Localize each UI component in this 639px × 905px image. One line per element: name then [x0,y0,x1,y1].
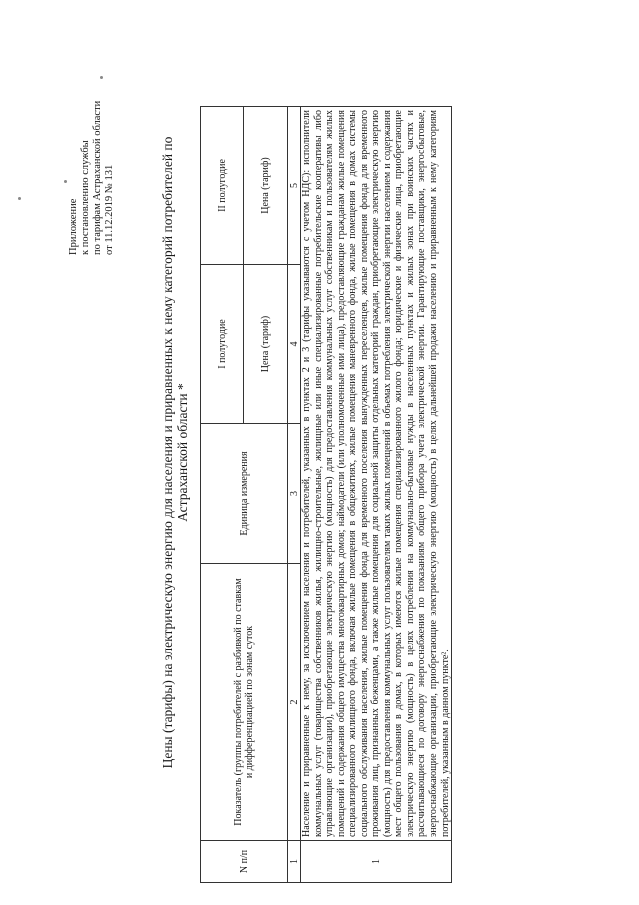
title-line: Астраханской области * [175,383,190,522]
table-row [301,107,452,883]
header-num: N п/п [201,841,288,883]
title-line: Цены (тарифы) на электрическую энергию для населения и приравненных к нему категорий потребителей по [160,136,175,769]
tariff-table [200,106,452,883]
index-cell: 5 [288,107,301,265]
row-number: 1 [301,841,452,883]
index-cell: 1 [288,841,301,883]
appendix-line: по тарифам Астраханской области [92,100,103,255]
document-title [160,0,190,905]
appendix-line: от 11.12.2019 № 131 [104,164,115,255]
scan-speck [64,180,67,183]
header-half2: II полугодие [201,107,244,265]
appendix-line: к постановлению службы [80,140,91,255]
row-description: Население и приравненные к нему, за исключением населения и потребителей, указанных в пунктах 2 и 3 (тарифы указываются с учетом НДС): исполнители коммунальных услуг (товарищества собственников жилья, жилищно-строительные, жилищные или иные специализированные потребительские кооперативы либо управляющие организации), приобретающие электрическую энергию (мощность) для предоставления коммунальных услуг собственникам и пользователям жилых помещений и содержания общего имущества многоквартирных домов; наймодатели (или уполномоченные ими лица), предоставляющие гражданам жилые помещения специализированного жилищного фонда, включая жилые помещения в общежитиях, жилые помещения маневренного фонда, жилые помещения в домах системы социального обслуживания населения, жилые помещения фонда для временного поселения вынужденных переселенцев, жилые помещения фонда для временного проживания лиц, признанных беженцами, а также жилые помещения для социальной защиты отдельных категорий граждан, приобретающие электрическую энергию (мощность) для предоставления коммунальных услуг пользователям таких жилых помещений в объемах потребления электрической энергии населением и содержания мест общего пользования в домах, в которых имеются жилые помещения специализированного жилого фонда; юридические и физические лица, приобретающие электрическую энергию (мощность) в целях потребления на коммунально-бытовые нужды в населенных пунктах и жилых зонах при воинских частях и рассчитывающиеся по договору энергоснабжения по показаниям общего прибора учета электрической энергии. Гарантирующие поставщики, энергосбытовые, энергоснабжающие организации, приобретающие электрическую энергию (мощность) в целях дальнейшей продажи населению и приравненным к нему категориям потребителей, указанным в данном пункте². [301,107,452,841]
index-cell: 4 [288,265,301,424]
table-header-row [201,107,244,883]
appendix-line: Приложение [68,198,79,255]
index-cell: 3 [288,424,301,564]
scan-speck [18,197,21,200]
header-indicator: Показатель (группы потребителей с разбивкой по ставкам и дифференциацией по зонам суток [201,564,288,841]
header-unit: Единица измерения [201,424,288,564]
table-index-row [288,107,301,883]
header-price1: Цена (тариф) [244,265,288,424]
header-half1: I полугодие [201,265,244,424]
appendix-block [68,15,116,255]
index-cell: 2 [288,564,301,841]
header-price2: Цена (тариф) [244,107,288,265]
